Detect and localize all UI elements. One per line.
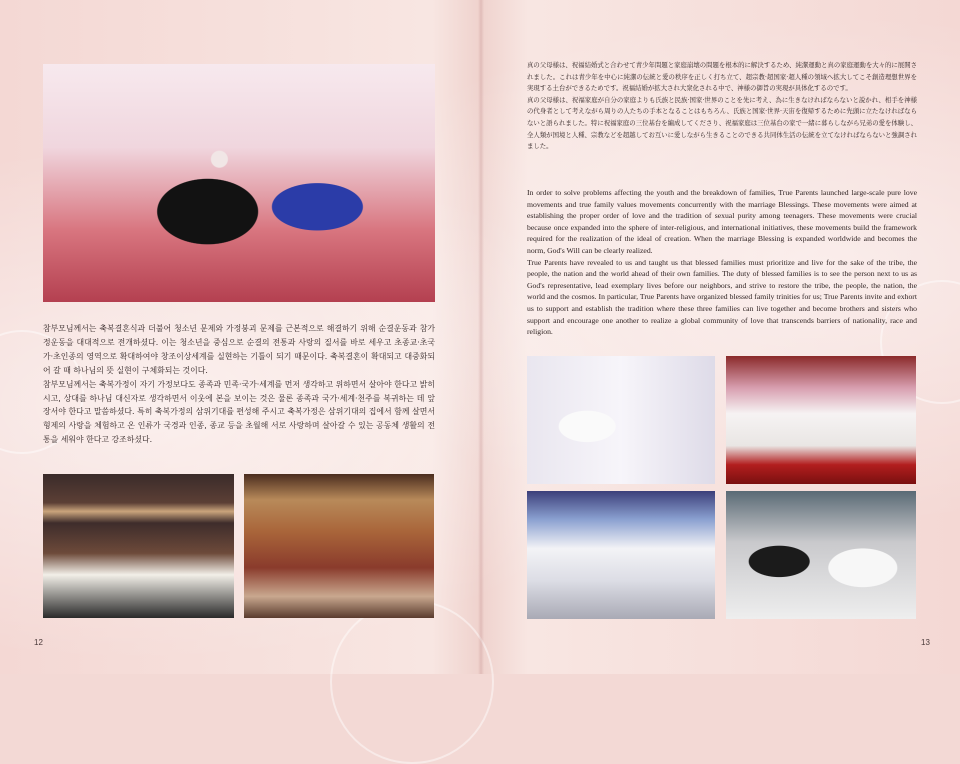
korean-paragraph: 참부모님께서는 축복결혼식과 더불어 청소년 문제와 가정붕괴 문제를 근본적으로 해결하기 위해 순결운동과 참가정운동을 대대적으로 전개하셨다. 이는 청소년을 중심으로 순결의 전통과 사랑의 질서를 바로 세우고 초종교·초국가·초인종의 영역으로 확대하여야 창조이상세계를 실현하는 기틀이 되기 때문이다. 축복결혼이 확대되고 대중화되어 갈 때 하나님의 뜻 실현이 구체화되는 것이다. bbox=[43, 324, 435, 375]
photo-blessing-procession bbox=[726, 356, 916, 484]
japanese-body-text bbox=[527, 60, 917, 153]
photo-blessed-couple bbox=[726, 491, 916, 619]
korean-paragraph: 참부모님께서는 축복가정이 자기 가정보다도 종족과 민족·국가·세계를 먼저 생각하고 위하면서 살아야 한다고 밝히시고, 상대를 하나님 대신자로 생각하면서 이웃에 본을 보이는 것은 물론 종족과 국가·세계·천주를 복귀하는 데 앞장서야 한다고 말씀하셨다. 특히 축복가정의 삼위기대를 편성해 주시고 축복가정은 삼위기대의 집에서 함께 살면서 형제의 사랑을 체험하고 온 인류가 국경과 인종, 종교 등을 초월해 서로 사랑하며 살아갈 수 있는 공동체 생활의 전통을 세워야 한다고 강조하셨다. bbox=[43, 379, 435, 445]
english-body-text bbox=[527, 187, 917, 338]
japanese-paragraph: 真の父母様は、祝福結婚式と合わせて青少年問題と家庭崩壊の問題を根本的に解決するため、純潔運動と真の家庭運動を大々的に展開されました。これは青少年を中心に純潔の伝統と愛の秩序を正しく打ち立て、超宗教·超国家·超人種の領域へ拡大してこそ創造理想世界を実現する土台ができるためです。祝福結婚が拡大され大衆化される中で、神様の御旨の実現が具体化するのです。 bbox=[527, 61, 917, 93]
japanese-paragraph: 真の父母様は、祝福家庭が自分の家庭よりも氏族と民族·国家·世界のことを先に考え、為に生きなければならないと説かれ、相手を神様の代身者として考えながら周りの人たちの手本となることはもちろん、氏族と国家·世界·天宙を復帰するために先頭に立たなければならないと語られました。特に祝福家庭の三位基台を編成してくださり、祝福家庭は三位基台の家で一緒に暮らしながら兄弟の愛を体験し、全人類が国境と人種、宗教などを超越してお互いに愛しながら生きることのできる共同体生活の伝統を立てなければならないと強調されました。 bbox=[527, 95, 917, 151]
page-number-left: 12 bbox=[34, 638, 43, 647]
korean-body-text bbox=[43, 322, 435, 447]
page-gutter bbox=[478, 0, 484, 674]
photo-blessing-ceremony-hall bbox=[527, 491, 715, 619]
english-paragraph: True Parents have revealed to us and taught us that blessed families must prioritize and live for the sake of the tribe, the people, the nation and the world ahead of their own families. The duty of blessed families is to see the person next to us as God's representative, lead exemplary lives before our neighbors, and strive to restore the tribe, the people, the nation, the world and the cosmos. In particular, True Parents have organized blessed family trinities for us; True Parents invite and exhort us to support and establish the tradition where these three families can live together and become brothers and sisters who support and encourage one another to realize a global community of love that transcends barriers of nationality, race and religion. bbox=[527, 257, 917, 337]
page-number-right: 13 bbox=[921, 638, 930, 647]
photo-hall-crowd bbox=[244, 474, 434, 618]
photo-speaker-reading bbox=[527, 356, 715, 484]
photo-auditorium-audience bbox=[43, 474, 234, 618]
floral-ornament bbox=[330, 600, 494, 764]
photo-parents-with-children bbox=[43, 64, 435, 302]
english-paragraph: In order to solve problems affecting the youth and the breakdown of families, True Parents launched large-scale pure love movements and true family values movements concurrently with the marriage Blessings. These movements were aimed at establishing the proper order of love and the tradition of sexual purity among teenagers. These movements were crucial because once expanded into the sphere of inter-religious, and international initiatives, these movements build the framework required for the realization of the ideal of creation. When the marriage Blessing is expanded worldwide and becomes the norm, God's Will can be clearly realized. bbox=[527, 188, 917, 255]
